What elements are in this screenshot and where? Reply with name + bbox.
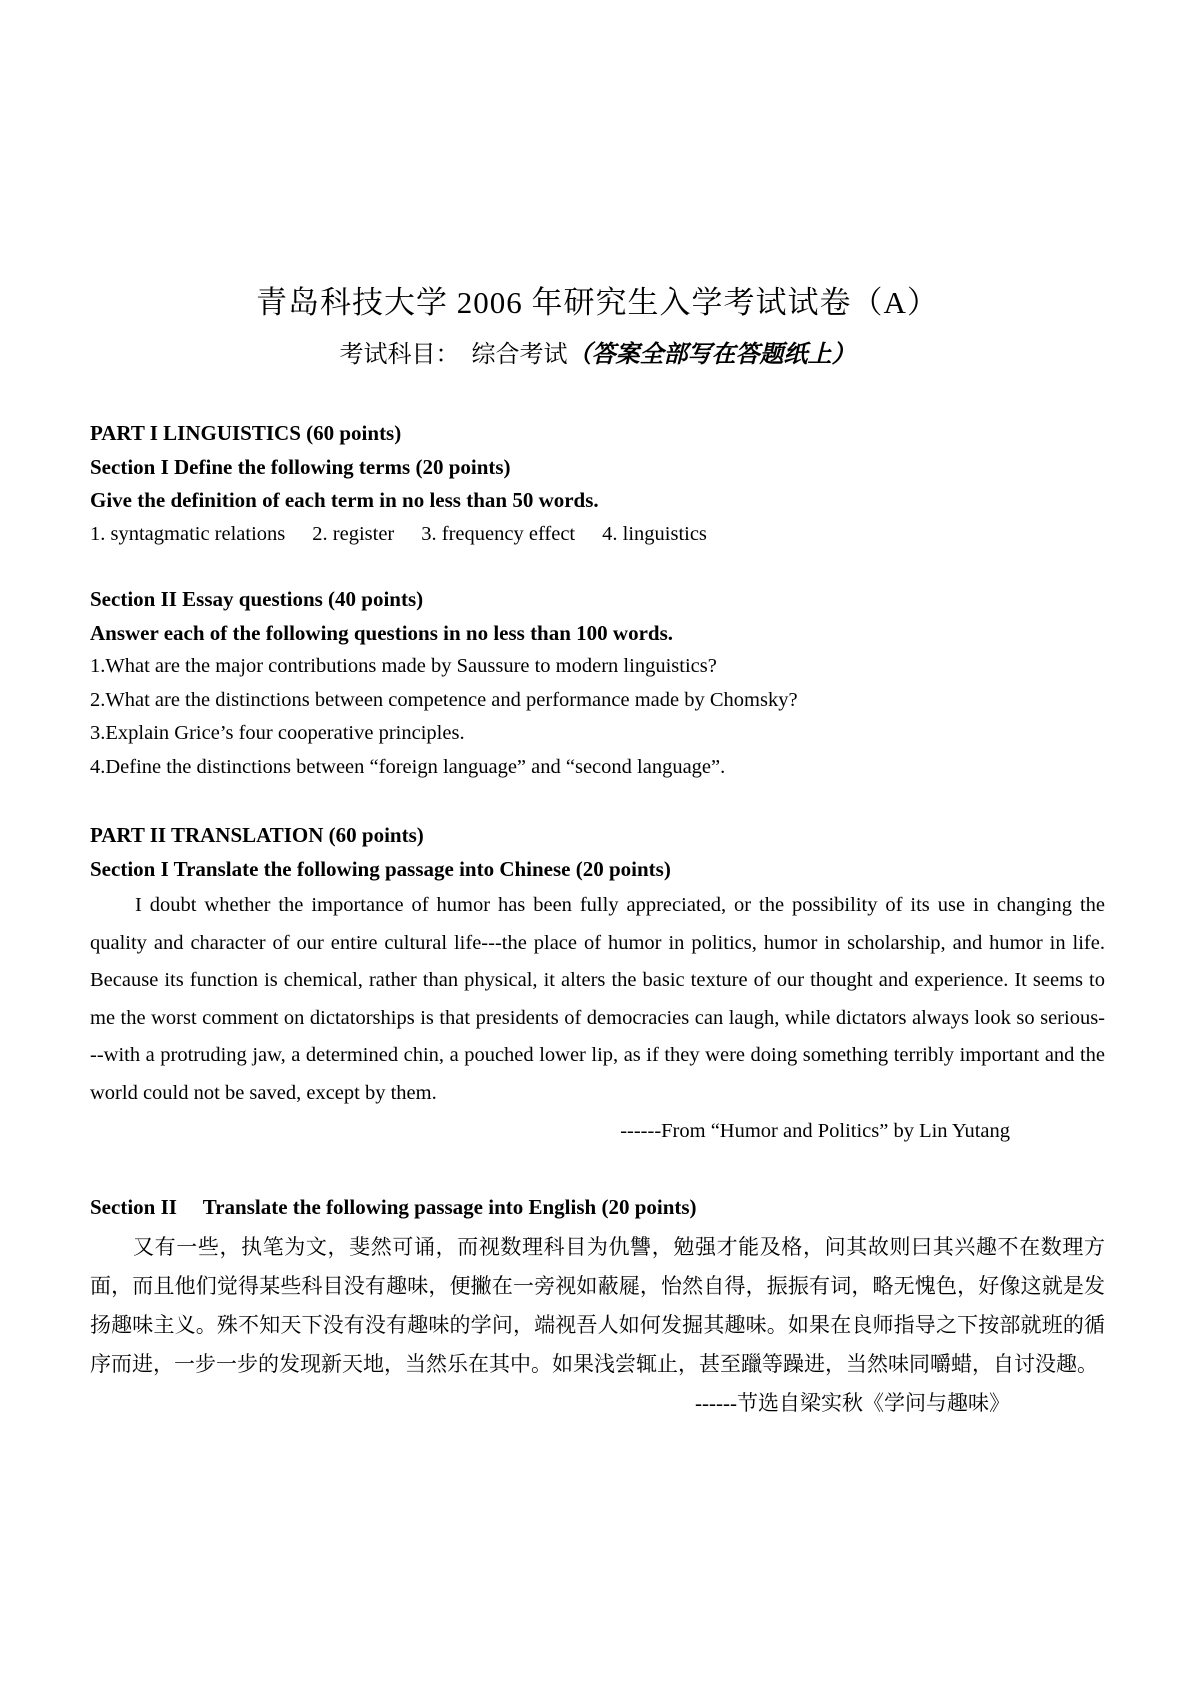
part1-section2-essay-questions [90,583,1105,784]
term-item: 1. syntagmatic relations [90,522,286,545]
part1-section1-heading: Section I Define the following terms (20 points) [90,454,511,479]
page-title: 青岛科技大学 2006 年研究生入学考试试卷（A） [256,285,939,320]
part2-translation-section [90,819,1105,1150]
part1-section1-instruction: Give the definition of each term in no less than 50 words. [90,488,599,512]
exam-subject-line [90,337,1105,373]
answer-sheet-note: （答案全部写在答题纸上） [567,342,856,368]
chinese-passage-attribution: ------节选自梁实秋《学问与趣味》 [695,1390,1010,1415]
essay-question: 4.Define the distinctions between “foreign language” and “second language”. [90,755,726,778]
chinese-passage: 又有一些，执笔为文，斐然可诵，而视数理科目为仇讐，勉强才能及格，问其故则曰其兴趣不在数理方面，而且他们觉得某些科目没有趣味，便撇在一旁视如蔽屣，怡然自得，振振有词，略无愧色，好像这就是发扬趣味主义。殊不知天下没有没有趣味的学问，端视吾人如何发掘其趣味。如果在良师指导之下按部就班的循序而进，一步一步的发现新天地，当然乐在其中。如果浅尝辄止，甚至躐等躁进，当然味同嚼蜡，自讨没趣。 [90,1234,1105,1376]
essay-question: 1.What are the major contributions made by Saussure to modern linguistics? [90,655,717,677]
exam-subject-label: 考试科目： 综合考试 [339,342,568,368]
essay-question: 3.Explain Grice’s four cooperative principles. [90,722,465,744]
term-item: 2. register [312,522,395,545]
english-passage-attribution: ------From “Humor and Politics” by Lin Yutang [620,1119,1010,1142]
part2-heading: PART II TRANSLATION (60 points) [90,823,424,847]
part1-section2-heading: Section II Essay questions (40 points) [90,587,424,611]
term-item: 4. linguistics [602,522,707,545]
term-list [90,518,1105,552]
essay-question: 2.What are the distinctions between competence and performance made by Chomsky? [90,688,798,711]
part2-section2-heading: Section II Translate the following passage into English (20 points) [90,1195,697,1220]
part2-section2-chinese-to-english [90,1191,1105,1423]
english-passage: I doubt whether the importance of humor has been fully appreciated, or the possibility of its use in changing the quality and character of our entire cultural life---the place of humor in politics, humor in scholarship, and humor in life. Because its function is chemical, rather than physical, it alters the basic texture of our thought and experience. It seems to me the worst comment on dictatorships is that presidents of democracies can laugh, while dictators always look so serious---with a protruding jaw, a determined chin, a pouched lower lip, as if they were doing something terribly important and the world could not be saved, except by them. [90,894,1105,1104]
part1-linguistics-section [90,417,1105,551]
part1-section2-instruction: Answer each of the following questions in no less than 100 words. [90,620,674,645]
term-item: 3. frequency effect [421,522,576,545]
part2-section1-heading: Section I Translate the following passage into Chinese (20 points) [90,856,671,881]
part1-heading: PART I LINGUISTICS (60 points) [90,421,402,445]
